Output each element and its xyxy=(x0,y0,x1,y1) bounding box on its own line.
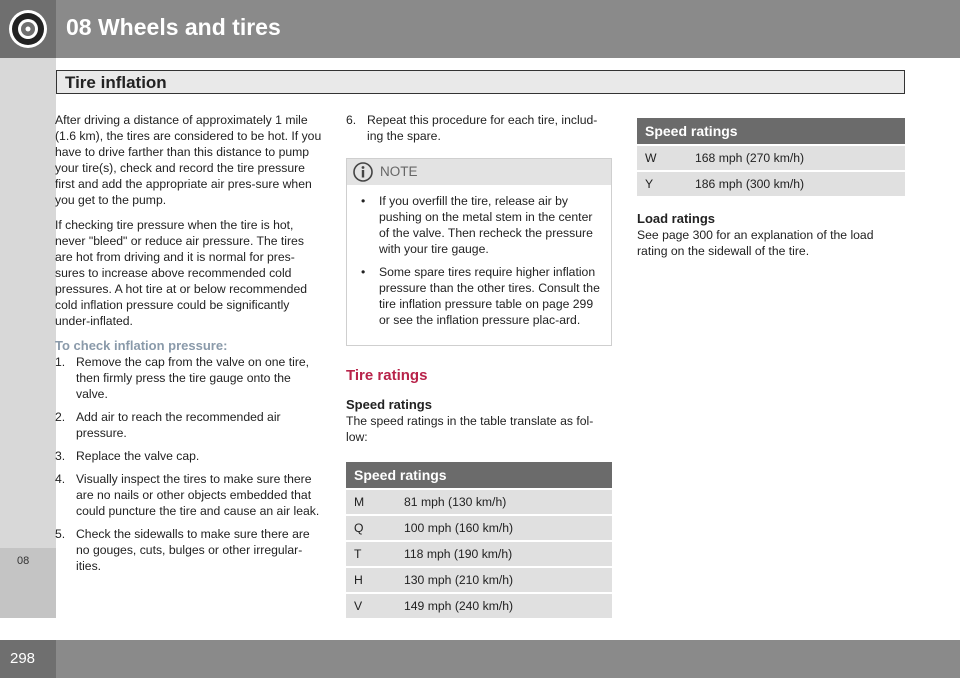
rating-speed: 118 mph (190 km/h) xyxy=(396,542,612,566)
table-header: Speed ratings xyxy=(346,462,612,488)
info-icon xyxy=(353,162,373,182)
speed-ratings-table xyxy=(346,460,612,620)
rating-speed: 100 mph (160 km/h) xyxy=(396,516,612,540)
load-ratings-heading: Load ratings xyxy=(637,211,716,226)
speed-ratings-heading: Speed ratings xyxy=(346,397,432,412)
side-tab-number: 08 xyxy=(17,555,30,567)
subheading-check-pressure: To check inflation pressure: xyxy=(55,338,228,353)
table-row xyxy=(346,542,612,566)
step-text: Repeat this procedure for each tire, includ-ing the spare. xyxy=(367,113,598,143)
tire-icon xyxy=(7,8,49,50)
rating-speed: 149 mph (240 km/h) xyxy=(396,594,612,618)
column-2 xyxy=(346,112,612,620)
column-1 xyxy=(55,112,323,581)
section-bar xyxy=(56,70,905,94)
note-text: If you overfill the tire, release air by pushing on the metal stem in the center of the valve. Then recheck the pressure with your tire gauge. xyxy=(379,194,593,256)
note-header xyxy=(347,159,611,185)
step-text: Remove the cap from the valve on one tire, then firmly press the tire gauge onto the valve. xyxy=(76,355,310,401)
step-number: 5. xyxy=(55,527,66,541)
step-text: Check the sidewalls to make sure there are no gouges, cuts, bulges or other irregular-ities. xyxy=(76,527,310,573)
side-tab xyxy=(0,58,56,618)
note-body xyxy=(347,185,611,345)
note-label: NOTE xyxy=(380,164,418,179)
paragraph-hot-tires: After driving a distance of approximately 1 mile (1.6 km), the tires are considered to be hot. If you have to drive farther than this distance to pump your tire(s), check and record the tire pressure first and add the appropriate air pres-sure when you get to the pump. xyxy=(55,113,322,207)
speed-ratings-intro: The speed ratings in the table translate as fol-low: xyxy=(346,414,594,444)
page-number: 298 xyxy=(10,650,36,667)
tire-ratings-heading: Tire ratings xyxy=(346,367,428,384)
table-row xyxy=(346,594,612,618)
bullet: • xyxy=(361,265,366,279)
step-item xyxy=(346,112,612,144)
note-text: Some spare tires require higher inflation pressure than the other tires. Consult the tire inflation pressure table on page 299 or see the inflation pressure plac-ard. xyxy=(379,265,600,327)
note-item xyxy=(355,264,603,328)
paragraph-no-bleed: If checking tire pressure when the tire is hot, never "bleed" or reduce air pressure. The tires are hot from driving and it is normal for pres-sures to increase above recommended cold pressures. A hot tire at or below recommended cold inflation pressure could be significantly under-inflated. xyxy=(55,218,308,328)
rating-speed: 186 mph (300 km/h) xyxy=(687,172,905,196)
step-item xyxy=(55,448,323,464)
step-number: 3. xyxy=(55,449,66,463)
rating-code: V xyxy=(346,594,396,618)
step-item xyxy=(55,354,323,402)
rating-speed: 81 mph (130 km/h) xyxy=(396,490,612,514)
table-row xyxy=(637,172,905,196)
step-text: Add air to reach the recommended air pressure. xyxy=(76,410,281,440)
steps-list-continued xyxy=(346,112,612,144)
note-item xyxy=(355,193,603,257)
column-3 xyxy=(637,112,905,259)
step-item xyxy=(55,471,323,519)
rating-code: T xyxy=(346,542,396,566)
step-number: 4. xyxy=(55,472,66,486)
speed-ratings-table-continued xyxy=(637,116,905,198)
rating-code: Y xyxy=(637,172,687,196)
rating-code: Q xyxy=(346,516,396,540)
table-row xyxy=(346,568,612,592)
step-item xyxy=(55,526,323,574)
rating-code: H xyxy=(346,568,396,592)
table-row xyxy=(346,490,612,514)
table-header: Speed ratings xyxy=(637,118,905,144)
table-row xyxy=(637,146,905,170)
note-box xyxy=(346,158,612,346)
rating-code: M xyxy=(346,490,396,514)
load-ratings-text: See page 300 for an explanation of the load rating on the sidewall of the tire. xyxy=(637,228,874,258)
step-item xyxy=(55,409,323,441)
step-number: 2. xyxy=(55,410,66,424)
steps-list xyxy=(55,354,323,574)
step-number: 6. xyxy=(346,113,357,127)
chapter-title: 08 Wheels and tires xyxy=(66,14,281,40)
table-row xyxy=(346,516,612,540)
page-footer xyxy=(0,640,960,678)
rating-speed: 130 mph (210 km/h) xyxy=(396,568,612,592)
section-title: Tire inflation xyxy=(65,73,167,92)
rating-code: W xyxy=(637,146,687,170)
chapter-icon-box xyxy=(0,0,56,58)
step-number: 1. xyxy=(55,355,66,369)
bullet: • xyxy=(361,194,366,208)
step-text: Replace the valve cap. xyxy=(76,449,200,463)
step-text: Visually inspect the tires to make sure there are no nails or other objects embedded that could puncture the tire and cause an air leak. xyxy=(76,472,320,518)
rating-speed: 168 mph (270 km/h) xyxy=(687,146,905,170)
